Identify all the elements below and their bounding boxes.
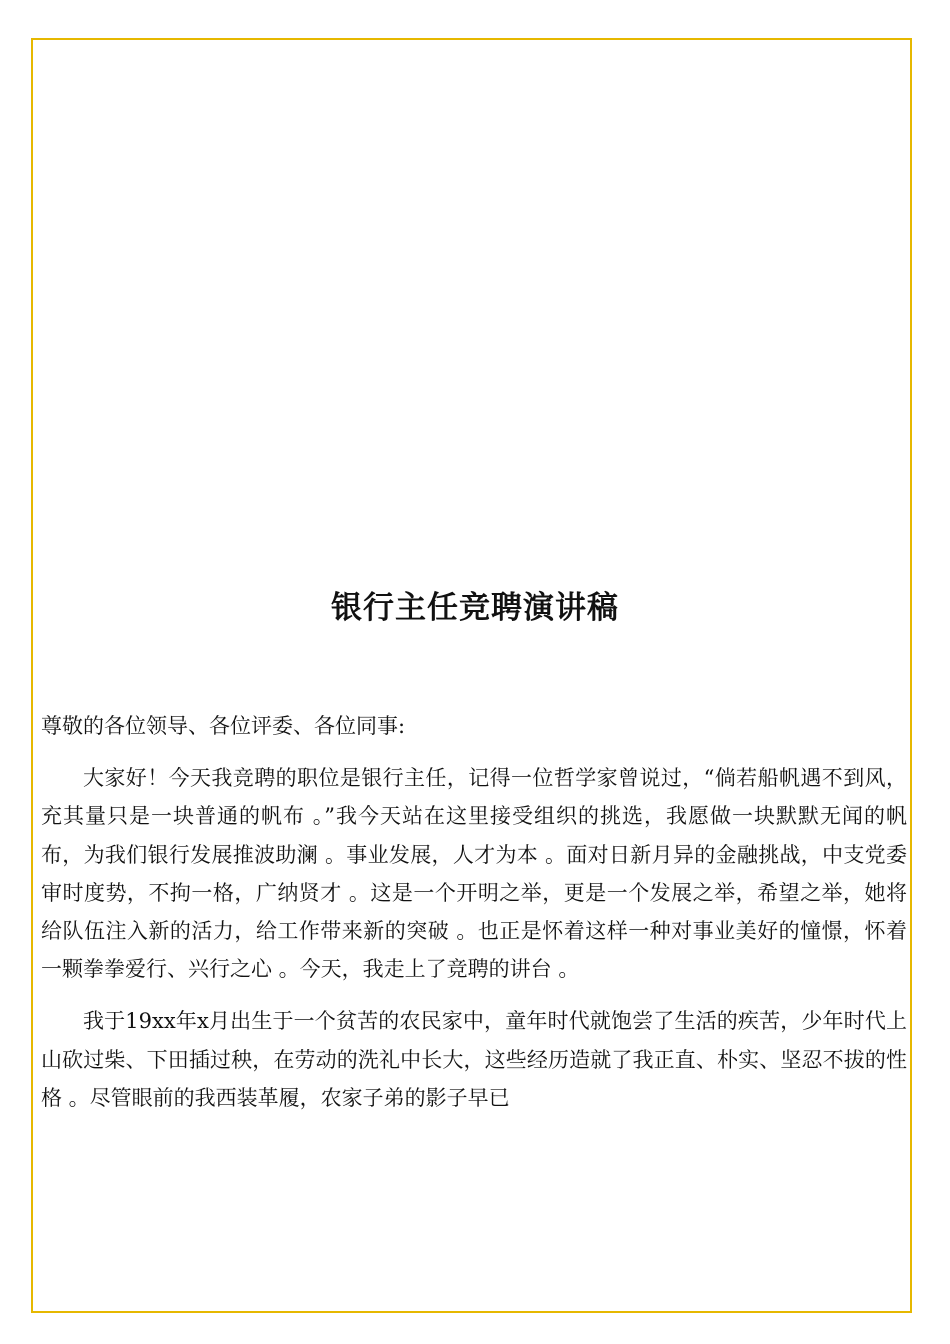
- document-title: 银行主任竞聘演讲稿: [331, 590, 619, 626]
- paragraph-1: 大家好！今天我竞聘的职位是银行主任，记得一位哲学家曾说过，“倘若船帆遇不到风，充其量只是一块普通的帆布 。”我今天站在这里接受组织的挑选，我愿做一块默默无闻的帆布，为我们银行发展推波助澜 。事业发展，人才为本 。面对日新月异的金融挑战，中支党委审时度势，不拘一格，广纳贤才 。这是一个开明之举，更是一个发展之举，希望之举，她将给队伍注入新的活力，给工作带来新的突破 。也正是怀着这样一种对事业美好的憧憬，怀着一颗拳拳爱行、兴行之心 。今天，我走上了竞聘的讲台 。: [41, 766, 907, 982]
- document-body: [41, 707, 907, 1131]
- salutation: 尊敬的各位领导、各位评委、各位同事:: [41, 714, 406, 738]
- paragraph-2: 我于19xx年x月出生于一个贫苦的农民家中，童年时代就饱尝了生活的疾苦，少年时代上山砍过柴、下田插过秧，在劳动的洗礼中长大，这些经历造就了我正直、朴实、坚忍不拔的性格 。尽管眼前的我西装革履，农家子弟的影子早已: [41, 1009, 907, 1110]
